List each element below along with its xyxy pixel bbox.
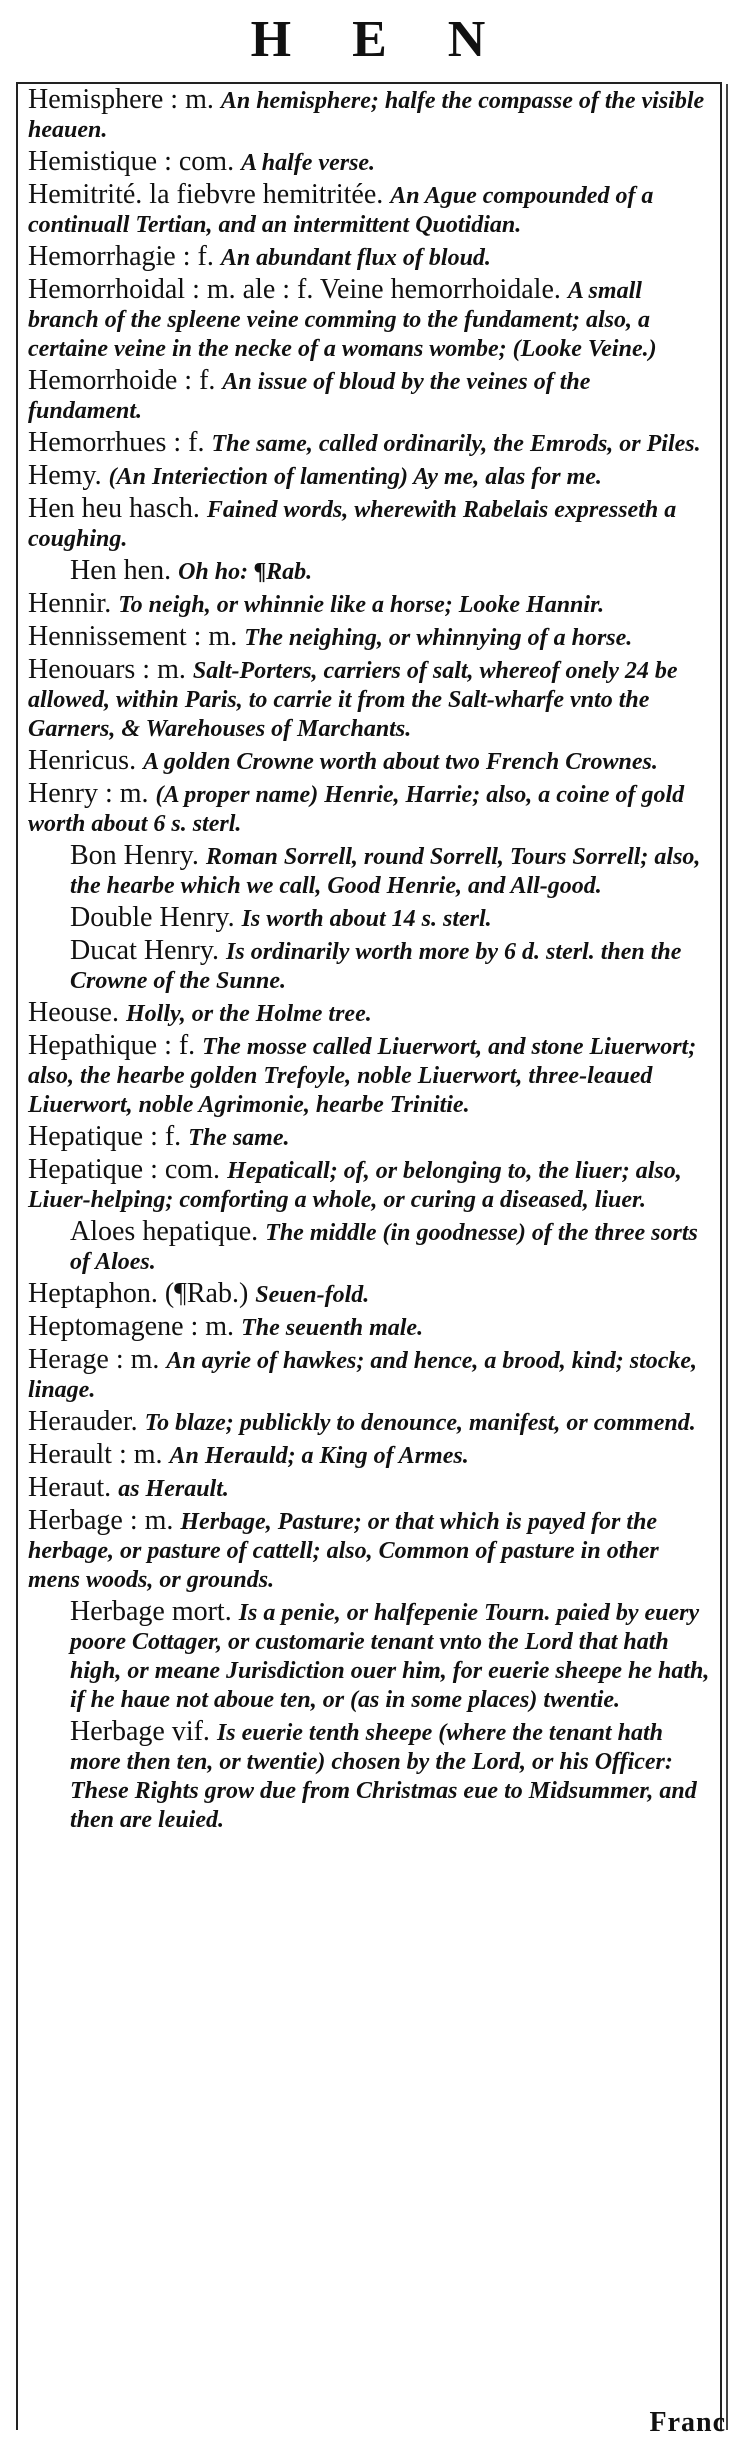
entry-definition: To neigh, or whinnie like a horse; Looke Hannir. xyxy=(118,592,605,618)
entry-definition: A small branch of the spleene veine comming to the fundament; also, a certaine veine in the necke of a womans wombe; (Looke Veine.) xyxy=(28,278,657,362)
entry xyxy=(18,590,720,619)
entry-definition: To blaze; publickly to denounce, manifest, or commend. xyxy=(144,1410,696,1436)
entries-list xyxy=(18,86,720,2430)
sub-entry xyxy=(18,904,720,933)
entry-definition: Hepaticall; of, or belonging to, the liuer; also, Liuer-helping; comforting a whole, or curing a diseased, liuer. xyxy=(28,1158,682,1213)
entry-definition: The mosse called Liuerwort, and stone Liuerwort; also, the hearbe golden Trefoyle, noble Liuerwort, three-leaued Liuerwort, noble Agrimonie, hearbe Trinitie. xyxy=(28,1034,697,1118)
entry xyxy=(18,1313,720,1342)
sub-entry xyxy=(18,1598,720,1714)
entry-definition: Is worth about 14 s. sterl. xyxy=(241,906,492,932)
sub-entry xyxy=(18,937,720,995)
entry xyxy=(18,243,720,272)
entry-headword: Herbage vif. xyxy=(70,1716,210,1747)
entry-definition: Roman Sorrell, round Sorrell, Tours Sorrell; also, the hearbe which we call, Good Henrie, and All-good. xyxy=(70,844,701,899)
entry xyxy=(18,1441,720,1470)
entry-headword: Double Henry. xyxy=(70,902,235,933)
entry-definition: An ayrie of hawkes; and hence, a brood, kind; stocke, linage. xyxy=(28,1348,698,1403)
entry xyxy=(18,148,720,177)
entry-definition: The neighing, or whinnying of a horse. xyxy=(244,625,633,651)
catchword: Franc xyxy=(649,2407,726,2438)
entry-headword: Herault : m. xyxy=(28,1439,163,1470)
entry-headword: Aloes hepatique. xyxy=(70,1216,259,1247)
entry xyxy=(18,1346,720,1404)
entry-definition: An hemisphere; halfe the compasse of the visible heauen. xyxy=(28,88,705,143)
entry-definition: An issue of bloud by the veines of the fundament. xyxy=(28,369,591,424)
sub-entry xyxy=(18,1718,720,1834)
entry-definition: The seuenth male. xyxy=(241,1315,424,1341)
entry-headword: Hemistique : com. xyxy=(28,146,235,177)
entry-headword: Hemorrhoidal : m. ale : f. Veine hemorrhoidale. xyxy=(28,274,561,305)
entry-definition: Holly, or the Holme tree. xyxy=(125,1001,372,1027)
entry-definition: (A proper name) Henrie, Harrie; also, a coine of gold worth about 6 s. sterl. xyxy=(28,782,685,837)
entry-headword: Hen heu hasch. xyxy=(28,493,200,524)
entry-definition: An abundant flux of bloud. xyxy=(220,245,491,271)
entry xyxy=(18,656,720,743)
entry xyxy=(18,181,720,239)
page-header: H E N xyxy=(250,11,510,68)
entry-definition: (An Interiection of lamenting) Ay me, alas for me. xyxy=(108,464,602,490)
entry-definition: An Ague compounded of a continuall Tertian, and an intermittent Quotidian. xyxy=(28,183,654,238)
entry-definition: as Herault. xyxy=(118,1476,229,1502)
entry-headword: Ducat Henry. xyxy=(70,935,220,966)
entry-headword: Herbage : m. xyxy=(28,1505,174,1536)
entry xyxy=(18,276,720,363)
entry-headword: Hemorrhoide : f. xyxy=(28,365,216,396)
entry xyxy=(18,86,720,144)
entry xyxy=(18,1123,720,1152)
entry-headword: Bon Henry. xyxy=(70,840,199,871)
entry-headword: Hemorrhagie : f. xyxy=(28,241,214,272)
entry-headword: Heraut. xyxy=(28,1472,112,1503)
entry-definition: The same. xyxy=(188,1125,290,1151)
entry-headword: Herbage mort. xyxy=(70,1596,232,1627)
entry-headword: Hemorrhues : f. xyxy=(28,427,205,458)
entry-headword: Hennir. xyxy=(28,588,112,619)
entry-headword: Hemitrité. la fiebvre hemitritée. xyxy=(28,179,384,210)
entry-headword: Herage : m. xyxy=(28,1344,160,1375)
entry-definition: Is ordinarily worth more by 6 d. sterl. then the Crowne of the Sunne. xyxy=(70,939,682,994)
entry-definition: Seuen-fold. xyxy=(255,1282,370,1308)
entry xyxy=(18,747,720,776)
entry xyxy=(18,429,720,458)
sub-entry xyxy=(18,557,720,586)
entry-definition: Fained words, wherewith Rabelais expresseth a coughing. xyxy=(28,497,677,552)
entry xyxy=(18,367,720,425)
entry-definition: Is euerie tenth sheepe (where the tenant hath more then ten, or twentie) chosen by the Lord, or his Officer: These Rights grow due from Christmas eue to Midsummer, and then are leuied. xyxy=(70,1720,697,1833)
entry-headword: Heouse. xyxy=(28,997,119,1028)
entry xyxy=(18,1032,720,1119)
entry-headword: Hepathique : f. xyxy=(28,1030,196,1061)
entry-headword: Hennissement : m. xyxy=(28,621,238,652)
entry xyxy=(18,462,720,491)
sub-entry xyxy=(18,1218,720,1276)
entry xyxy=(18,1408,720,1437)
entry xyxy=(18,1474,720,1503)
entry-definition: An Herauld; a King of Armes. xyxy=(169,1443,469,1469)
entry-definition: Oh ho: ¶Rab. xyxy=(178,559,313,585)
entry-headword: Henouars : m. xyxy=(28,654,186,685)
entry-headword: Hen hen. xyxy=(70,555,172,586)
entry-definition: Salt-Porters, carriers of salt, whereof onely 24 be allowed, within Paris, to carrie it from the Salt-wharfe vnto the Garners, & Warehouses of Marchants. xyxy=(28,658,678,742)
entry-definition: Is a penie, or halfepenie Tourn. paied by euery poore Cottager, or customarie tenant vnto the Lord that hath high, or meane Jurisdiction ouer him, for euerie sheepe he hath, if he haue not aboue ten, or (as in some places) twentie. xyxy=(70,1600,710,1713)
entry xyxy=(18,780,720,838)
entry-headword: Hepatique : f. xyxy=(28,1121,182,1152)
entry-headword: Hemy. xyxy=(28,460,102,491)
entry-headword: Herauder. xyxy=(28,1406,138,1437)
entry-definition: The middle (in goodnesse) of the three sorts of Aloes. xyxy=(70,1220,698,1275)
entry-definition: The same, called ordinarily, the Emrods, or Piles. xyxy=(211,431,701,457)
entry-definition: Herbage, Pasture; or that which is payed for the herbage, or pasture of cattell; also, Common of pasture in other mens woods, or grounds. xyxy=(28,1509,659,1593)
entry-headword: Heptaphon. (¶Rab.) xyxy=(28,1278,249,1309)
sub-entry xyxy=(18,842,720,900)
entry-headword: Henricus. xyxy=(28,745,137,776)
entry-headword: Henry : m. xyxy=(28,778,149,809)
entry xyxy=(18,1156,720,1214)
entry-definition: A halfe verse. xyxy=(241,150,376,176)
entry xyxy=(18,495,720,553)
entry-headword: Hepatique : com. xyxy=(28,1154,221,1185)
entry xyxy=(18,623,720,652)
entry xyxy=(18,999,720,1028)
entry-frame xyxy=(16,82,722,2430)
entry-headword: Hemisphere : m. xyxy=(28,84,214,115)
entry xyxy=(18,1507,720,1594)
entry-definition: A golden Crowne worth about two French Crownes. xyxy=(143,749,658,775)
entry-headword: Heptomagene : m. xyxy=(28,1311,235,1342)
entry xyxy=(18,1280,720,1309)
